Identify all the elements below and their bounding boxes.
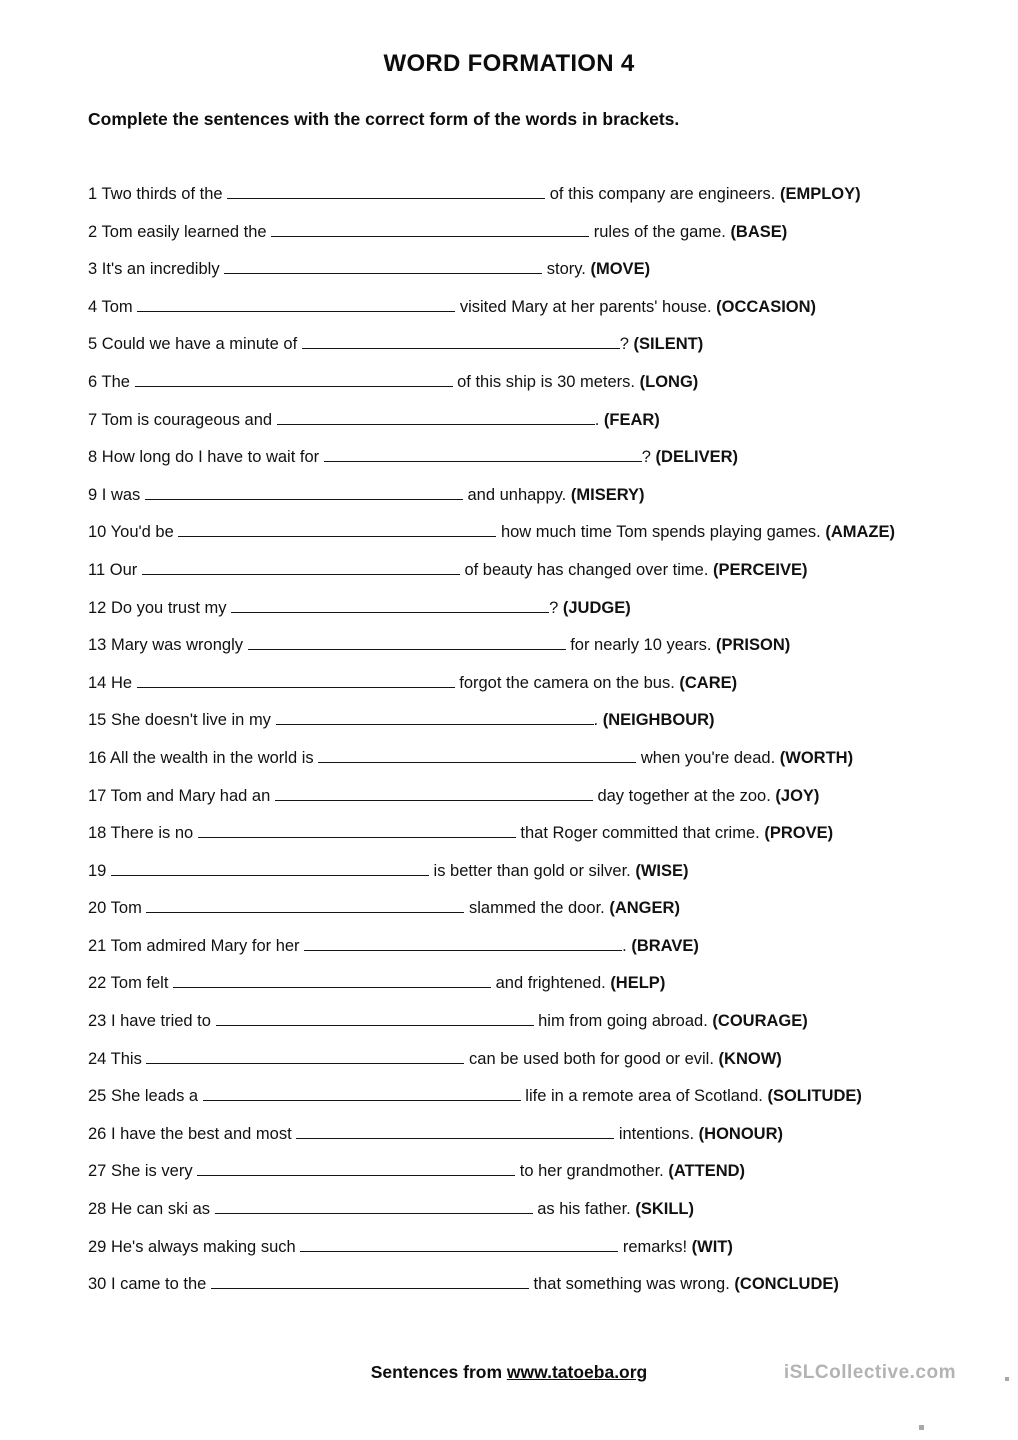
answer-blank — [276, 711, 594, 725]
sentence-suffix: that something was wrong. — [533, 1275, 730, 1294]
answer-blank — [216, 1012, 534, 1026]
sentence-prefix: The — [101, 372, 130, 391]
sentence-row — [88, 176, 1018, 214]
sentence-suffix: ? — [549, 598, 559, 617]
sentence-prefix: She is very — [110, 1162, 193, 1181]
sentence-prefix: Tom admired Mary for her — [110, 936, 300, 955]
sentence-suffix: story. — [546, 260, 586, 279]
answer-blank — [231, 599, 549, 613]
sentence-suffix: and unhappy. — [467, 485, 567, 504]
sentence-suffix: day together at the zoo. — [597, 786, 771, 805]
sentence-row — [88, 853, 1018, 891]
word-hint: (PRISON) — [716, 636, 791, 655]
answer-blank — [178, 523, 496, 537]
sentence-suffix: and frightened. — [495, 974, 606, 993]
sentence-suffix: slammed the door. — [469, 899, 605, 918]
sentence-number: 14 — [88, 673, 107, 692]
sentence-row — [88, 815, 1018, 853]
word-hint: (DELIVER) — [655, 448, 739, 467]
sentence-row — [88, 477, 1018, 515]
word-hint: (WORTH) — [779, 748, 854, 767]
word-hint: (SKILL) — [635, 1200, 694, 1219]
answer-blank — [300, 1238, 618, 1252]
word-hint: (SILENT) — [633, 335, 704, 354]
sentence-number: 8 — [88, 448, 98, 467]
sentence-prefix: Tom — [101, 297, 133, 316]
sentence-prefix: Tom felt — [110, 974, 169, 993]
word-hint: (ATTEND) — [668, 1162, 746, 1181]
sentence-prefix: It's an incredibly — [101, 260, 220, 279]
answer-blank — [137, 298, 455, 312]
sentence-prefix: He — [110, 673, 133, 692]
sentence-number: 21 — [88, 936, 107, 955]
sentence-prefix: How long do I have to wait for — [101, 448, 320, 467]
sentence-suffix: can be used both for good or evil. — [469, 1049, 714, 1068]
answer-blank — [145, 486, 463, 500]
answer-blank — [324, 448, 642, 462]
word-hint: (NEIGHBOUR) — [602, 711, 715, 730]
sentence-number: 2 — [88, 222, 98, 241]
word-hint: (PROVE) — [764, 824, 834, 843]
answer-blank — [173, 974, 491, 988]
word-hint: (SOLITUDE) — [767, 1087, 862, 1106]
sentence-row — [88, 590, 1018, 628]
sentence-prefix: He can ski as — [110, 1200, 210, 1219]
sentence-number: 25 — [88, 1087, 107, 1106]
answer-blank — [318, 749, 636, 763]
sentence-row — [88, 1153, 1018, 1191]
answer-blank — [198, 824, 516, 838]
answer-blank — [302, 335, 620, 349]
sentence-row — [88, 965, 1018, 1003]
answer-blank — [271, 223, 589, 237]
sentence-number: 10 — [88, 523, 107, 542]
sentence-number: 3 — [88, 260, 98, 279]
sentence-prefix: Tom and Mary had an — [110, 786, 271, 805]
sentence-prefix: Mary was wrongly — [110, 636, 243, 655]
source-link[interactable]: www.tatoeba.org — [506, 1362, 648, 1382]
artifact-dot — [1005, 1377, 1009, 1381]
word-hint: (PERCEIVE) — [713, 560, 808, 579]
sentence-prefix: Could we have a minute of — [101, 335, 298, 354]
sentence-number: 7 — [88, 410, 98, 429]
answer-blank — [248, 636, 566, 650]
sentence-prefix: She doesn't live in my — [110, 711, 271, 730]
sentence-list — [88, 176, 1018, 1304]
sentence-prefix: All the wealth in the world is — [110, 748, 314, 767]
sentence-suffix: life in a remote area of Scotland. — [525, 1087, 763, 1106]
sentence-prefix: He's always making such — [110, 1237, 296, 1256]
sentence-suffix: remarks! — [622, 1237, 688, 1256]
sentence-suffix: to her grandmother. — [519, 1162, 664, 1181]
sentence-prefix: I came to the — [110, 1275, 207, 1294]
sentence-number: 1 — [88, 185, 98, 203]
sentence-number: 11 — [88, 560, 106, 579]
sentence-suffix: ? — [619, 335, 629, 354]
watermark-text: iSLCollective.com — [783, 1362, 956, 1383]
sentence-number: 26 — [88, 1124, 107, 1143]
word-hint: (COURAGE) — [712, 1012, 808, 1031]
sentence-suffix: of beauty has changed over time. — [464, 560, 709, 579]
sentence-row — [88, 665, 1018, 703]
sentence-number: 24 — [88, 1049, 107, 1068]
sentence-prefix: Do you trust my — [110, 598, 227, 617]
answer-blank — [211, 1275, 529, 1289]
sentence-suffix: ? — [641, 448, 651, 467]
sentence-row — [88, 702, 1018, 740]
sentence-number: 15 — [88, 711, 107, 730]
sentence-suffix: how much time Tom spends playing games. — [500, 523, 821, 542]
sentence-row — [88, 402, 1018, 440]
word-hint: (WIT) — [691, 1237, 733, 1256]
answer-blank — [137, 674, 455, 688]
sentence-suffix: intentions. — [618, 1124, 695, 1143]
sentence-row — [88, 1266, 1018, 1304]
word-hint: (WISE) — [635, 861, 689, 880]
answer-blank — [135, 373, 453, 387]
sentence-prefix: Tom is courageous and — [101, 410, 273, 429]
sentence-row — [88, 1041, 1018, 1079]
sentence-number: 27 — [88, 1162, 107, 1181]
word-hint: (MOVE) — [590, 260, 651, 279]
sentence-suffix: . — [622, 936, 627, 955]
source-prefix-label: Sentences from — [370, 1362, 503, 1382]
sentence-prefix: Our — [109, 560, 138, 579]
answer-blank — [277, 411, 595, 425]
word-hint: (HONOUR) — [698, 1124, 783, 1143]
sentence-number: 20 — [88, 899, 107, 918]
sentence-suffix: when you're dead. — [640, 748, 776, 767]
sentence-row — [88, 214, 1018, 252]
sentence-row — [88, 1229, 1018, 1267]
answer-blank — [215, 1200, 533, 1214]
answer-blank — [304, 937, 622, 951]
sentence-prefix: I have tried to — [110, 1012, 211, 1031]
sentence-row — [88, 1116, 1018, 1154]
sentence-row — [88, 890, 1018, 928]
sentence-number: 16 — [88, 748, 107, 767]
sentence-suffix: forgot the camera on the bus. — [459, 673, 675, 692]
sentence-suffix: visited Mary at her parents' house. — [459, 297, 712, 316]
instructions-text: Complete the sentences with the correct form of the words in brackets. — [88, 109, 680, 129]
word-hint: (LONG) — [639, 372, 699, 391]
sentence-row — [88, 1191, 1018, 1229]
sentence-prefix: Two thirds of the — [101, 185, 223, 203]
answer-blank — [224, 260, 542, 274]
sentence-row — [88, 364, 1018, 402]
answer-blank — [146, 1050, 464, 1064]
sentence-suffix: of this ship is 30 meters. — [457, 372, 636, 391]
artifact-dot — [919, 1425, 924, 1430]
sentence-number: 4 — [88, 297, 98, 316]
sentence-prefix: I have the best and most — [110, 1124, 292, 1143]
page-title: WORD FORMATION 4 — [383, 50, 635, 77]
answer-blank — [146, 899, 464, 913]
word-hint: (EMPLOY) — [779, 185, 861, 203]
sentence-number: 12 — [88, 598, 107, 617]
sentence-suffix: as his father. — [537, 1200, 631, 1219]
answer-blank — [111, 862, 429, 876]
sentence-number: 28 — [88, 1200, 107, 1219]
sentence-row — [88, 251, 1018, 289]
sentence-prefix: She leads a — [110, 1087, 199, 1106]
word-hint: (AMAZE) — [825, 523, 895, 542]
sentence-row — [88, 778, 1018, 816]
sentence-row — [88, 740, 1018, 778]
sentence-prefix: I was — [101, 485, 141, 504]
sentence-prefix: There is no — [110, 824, 194, 843]
sentence-row — [88, 627, 1018, 665]
sentence-number: 17 — [88, 786, 107, 805]
sentence-row — [88, 1003, 1018, 1041]
word-hint: (JUDGE) — [562, 598, 631, 617]
sentence-suffix: rules of the game. — [593, 222, 726, 241]
sentence-prefix: Tom easily learned the — [101, 222, 267, 241]
word-hint: (MISERY) — [570, 485, 645, 504]
sentence-row — [88, 289, 1018, 327]
sentence-number: 30 — [88, 1275, 107, 1294]
sentence-prefix: Tom — [110, 899, 142, 918]
answer-blank — [296, 1125, 614, 1139]
sentence-number: 9 — [88, 485, 98, 504]
word-hint: (JOY) — [775, 786, 820, 805]
sentence-number: 6 — [88, 372, 98, 391]
sentence-number: 29 — [88, 1237, 107, 1256]
answer-blank — [203, 1087, 521, 1101]
sentence-row — [88, 514, 1018, 552]
sentence-row — [88, 552, 1018, 590]
sentence-suffix: of this company are engineers. — [549, 185, 776, 203]
word-hint: (CARE) — [679, 673, 738, 692]
sentence-suffix: is better than gold or silver. — [433, 861, 631, 880]
word-hint: (CONCLUDE) — [734, 1275, 839, 1294]
word-hint: (BRAVE) — [631, 936, 699, 955]
answer-blank — [227, 185, 545, 199]
sentence-suffix: for nearly 10 years. — [570, 636, 712, 655]
word-hint: (ANGER) — [609, 899, 680, 918]
sentence-number: 22 — [88, 974, 107, 993]
answer-blank — [197, 1162, 515, 1176]
sentence-row — [88, 928, 1018, 966]
sentence-number: 5 — [88, 335, 98, 354]
sentence-prefix: This — [110, 1049, 142, 1068]
sentence-number: 19 — [88, 861, 107, 880]
word-hint: (FEAR) — [603, 410, 660, 429]
sentence-suffix: that Roger committed that crime. — [520, 824, 760, 843]
sentence-row — [88, 439, 1018, 477]
sentence-prefix: You'd be — [110, 523, 174, 542]
sentence-suffix: . — [594, 410, 600, 429]
sentence-number: 13 — [88, 636, 107, 655]
word-hint: (BASE) — [730, 222, 788, 241]
word-hint: (KNOW) — [718, 1049, 782, 1068]
answer-blank — [142, 561, 460, 575]
sentence-suffix: . — [593, 711, 599, 730]
answer-blank — [275, 787, 593, 801]
word-hint: (OCCASION) — [716, 297, 817, 316]
sentence-row — [88, 1078, 1018, 1116]
sentence-number: 23 — [88, 1012, 107, 1031]
sentence-suffix: him from going abroad. — [538, 1012, 708, 1031]
sentence-row — [88, 326, 1018, 364]
sentence-number: 18 — [88, 824, 107, 843]
word-hint: (HELP) — [610, 974, 666, 993]
